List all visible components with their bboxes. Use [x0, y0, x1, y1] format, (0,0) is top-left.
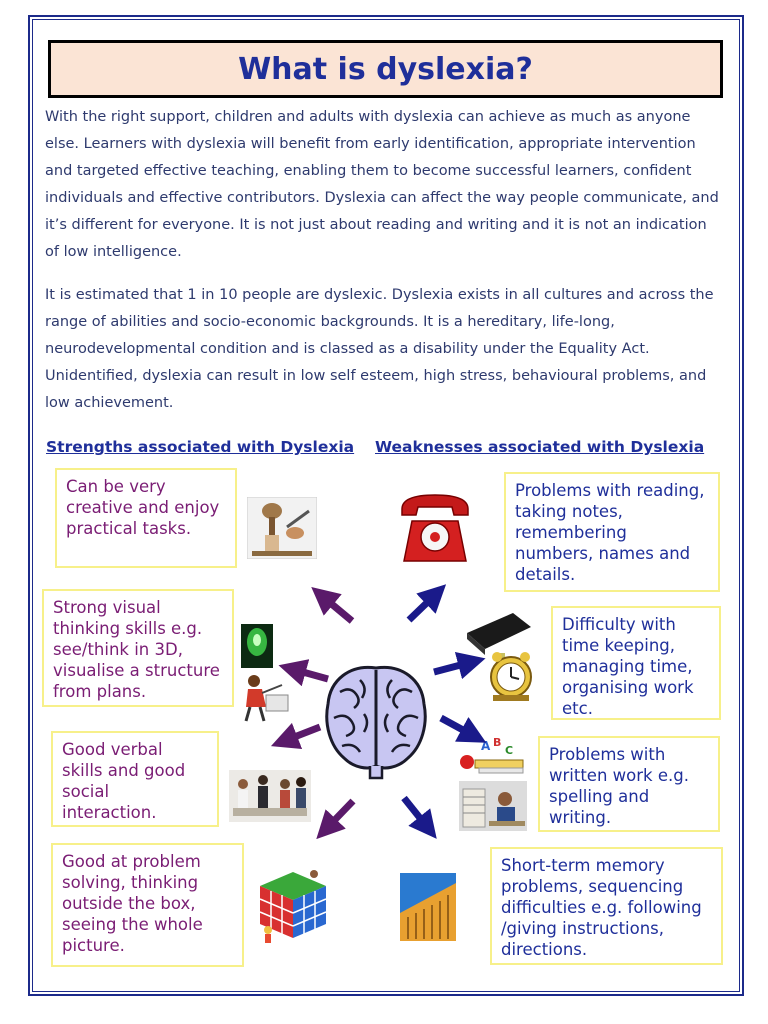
arrow-to-verbal [284, 727, 320, 741]
svg-text:B: B [493, 736, 502, 749]
strength-box-creative: Can be very creative and enjoy practical tasks. [55, 468, 237, 568]
weakness-box-memory: Short-term memory problems, sequencing difficulties e.g. following /giving instructions, directions. [490, 847, 723, 965]
strength-box-verbal: Good verbal skills and good social interaction. [51, 731, 219, 827]
svg-text:A: A [481, 739, 491, 753]
weaknesses-heading: Weaknesses associated with Dyslexia [375, 438, 705, 456]
arrow-to-creative [322, 596, 352, 621]
arrow-to-memory [404, 798, 428, 828]
intro-paragraph-2: It is estimated that 1 in 10 people are dyslexic. Dyslexia exists in all cultures and across the range of abilities and socio-economic backgrounds. It is a hereditary, life-long, neurodevelopmental condition and is classed as a disability under the Equality Act. Unidentified, dyslexia can result in low self esteem, high stress, behavioural problems, and low achievement. [45, 287, 714, 411]
arrow-to-reading [409, 594, 436, 620]
arrow-to-visual [292, 669, 328, 679]
strengths-heading: Strengths associated with Dyslexia [46, 438, 355, 456]
arrow-to-writing [441, 718, 474, 736]
intro-paragraph-1: With the right support, children and adults with dyslexia can achieve as much as anyone else. Learners with dyslexia will benefit from early identification, appropriate intervention and targeted effective teaching, enabling them to become successful learners, confident individuals and effective contributors. Dyslexia can affect the way people communicate, and it’s different for everyone. It is not just about reading and writing and it is not an indication of low intelligence. [45, 109, 719, 260]
strength-box-problem-solving: Good at problem solving, thinking outside the box, seeing the whole picture. [51, 843, 244, 967]
weakness-box-writing: Problems with written work e.g. spelling and writing. [538, 736, 720, 832]
arrow-to-problem-solving [326, 801, 353, 829]
strength-box-visual: Strong visual thinking skills e.g. see/think in 3D, visualise a structure from plans. [42, 589, 234, 707]
weakness-box-time: Difficulty with time keeping, managing time, organising work etc. [551, 606, 721, 720]
weakness-box-reading: Problems with reading, taking notes, remembering numbers, names and details. [504, 472, 720, 592]
page-title: What is dyslexia? [238, 51, 533, 87]
svg-text:C: C [505, 744, 514, 757]
arrow-to-time [434, 662, 472, 672]
